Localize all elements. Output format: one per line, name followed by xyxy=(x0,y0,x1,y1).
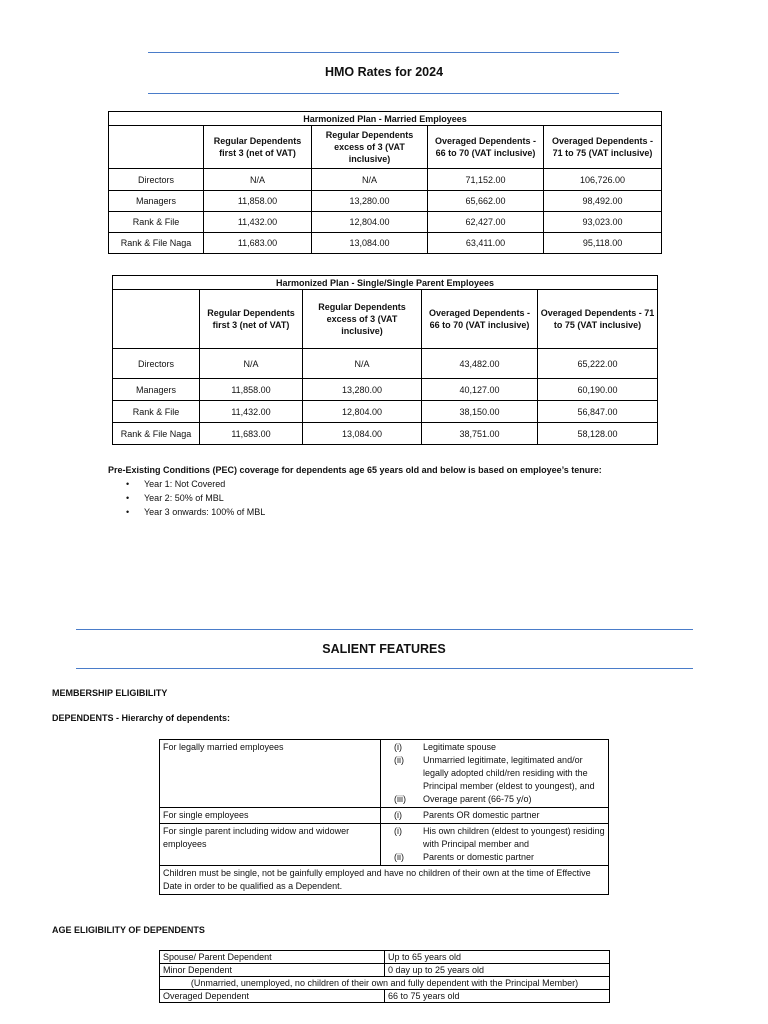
header-col-2: Regular Dependents excess of 3 (VAT inclusive) xyxy=(303,290,422,349)
row-label: Directors xyxy=(113,349,200,379)
row-label: Rank & File xyxy=(109,212,204,233)
item-text: Unmarried legitimate, legitimated and/or legally adopted child/ren residing with the Principal member (eldest to youngest), and xyxy=(423,755,595,791)
item-num: (iii) xyxy=(394,794,406,804)
table-row xyxy=(160,740,609,808)
cell-value: 40,127.00 xyxy=(422,379,538,401)
dependents-label: DEPENDENTS - Hierarchy of dependents: xyxy=(52,713,231,723)
dependents-table xyxy=(159,739,609,895)
single-table-title: Harmonized Plan - Single/Single Parent Employees xyxy=(113,276,658,290)
table-row xyxy=(160,808,609,824)
married-label: For legally married employees xyxy=(160,740,381,808)
age-table xyxy=(159,950,610,1003)
title-rule-top xyxy=(148,52,619,53)
pec-list xyxy=(108,477,602,519)
age-row-label: Overaged Dependent xyxy=(160,990,385,1003)
page-title: HMO Rates for 2024 xyxy=(324,65,444,79)
table-row xyxy=(109,212,662,233)
item-text: Overage parent (66-75 y/o) xyxy=(423,794,532,804)
cell-value: 11,683.00 xyxy=(200,423,303,445)
header-col-3: Overaged Dependents - 66 to 70 (VAT inclusive) xyxy=(422,290,538,349)
row-label: Rank & File Naga xyxy=(113,423,200,445)
header-col-3: Overaged Dependents - 66 to 70 (VAT inclusive) xyxy=(428,126,544,169)
cell-value: 12,804.00 xyxy=(312,212,428,233)
cell-value: 13,084.00 xyxy=(312,233,428,254)
table-row xyxy=(160,977,610,990)
table-row xyxy=(160,866,609,895)
table-row xyxy=(109,191,662,212)
table-row xyxy=(160,824,609,866)
cell-value: 65,222.00 xyxy=(538,349,658,379)
cell-value: 43,482.00 xyxy=(422,349,538,379)
parent-label: For single parent including widow and widower employees xyxy=(160,824,381,866)
list-item: • Year 2: 50% of MBL xyxy=(108,491,602,505)
row-label: Rank & File Naga xyxy=(109,233,204,254)
cell-value: 93,023.00 xyxy=(544,212,662,233)
age-row-value: Up to 65 years old xyxy=(385,951,610,964)
membership-label: MEMBERSHIP ELIGIBILITY xyxy=(52,688,168,698)
married-table-title: Harmonized Plan - Married Employees xyxy=(109,112,662,126)
header-col-1: Regular Dependents first 3 (net of VAT) xyxy=(204,126,312,169)
age-row-label: Minor Dependent xyxy=(160,964,385,977)
age-row-value: 0 day up to 25 years old xyxy=(385,964,610,977)
cell-value: 11,432.00 xyxy=(200,401,303,423)
pec-section xyxy=(108,465,602,519)
row-label: Rank & File xyxy=(113,401,200,423)
table-row xyxy=(160,951,610,964)
age-row-value: 66 to 75 years old xyxy=(385,990,610,1003)
table-row xyxy=(160,990,610,1003)
single-label: For single employees xyxy=(160,808,381,824)
item-text: His own children (eldest to youngest) residing with Principal member and xyxy=(423,826,605,849)
married-rates-table xyxy=(108,111,662,254)
age-note: (Unmarried, unemployed, no children of their own and fully dependent with the Principal Member) xyxy=(160,977,610,990)
row-label: Managers xyxy=(109,191,204,212)
cell-value: 71,152.00 xyxy=(428,169,544,191)
table-row xyxy=(113,349,658,379)
table-row xyxy=(109,233,662,254)
cell-value: 95,118.00 xyxy=(544,233,662,254)
title-rule-bottom xyxy=(148,93,619,94)
salient-rule-top xyxy=(76,629,693,630)
item-text: Legitimate spouse xyxy=(423,742,497,752)
table-row xyxy=(113,379,658,401)
cell-value: 38,150.00 xyxy=(422,401,538,423)
header-blank xyxy=(113,290,200,349)
cell-value: 56,847.00 xyxy=(538,401,658,423)
item-text: Parents or domestic partner xyxy=(423,852,535,862)
list-item: • Year 3 onwards: 100% of MBL xyxy=(108,505,602,519)
cell-value: 58,128.00 xyxy=(538,423,658,445)
cell-value: 60,190.00 xyxy=(538,379,658,401)
cell-value: 11,432.00 xyxy=(204,212,312,233)
table-row xyxy=(160,964,610,977)
cell-value: 63,411.00 xyxy=(428,233,544,254)
item-num: (i) xyxy=(394,826,402,836)
cell-value: 65,662.00 xyxy=(428,191,544,212)
cell-value: 13,280.00 xyxy=(312,191,428,212)
cell-value: 12,804.00 xyxy=(303,401,422,423)
table-row xyxy=(113,423,658,445)
cell-value: N/A xyxy=(204,169,312,191)
cell-value: N/A xyxy=(200,349,303,379)
item-num: (i) xyxy=(394,742,402,752)
dependents-note: Children must be single, not be gainfully employed and have no children of their own at the time of Effective Date in order to be qualified as a Dependent. xyxy=(160,866,609,895)
item-num: (ii) xyxy=(394,852,404,862)
header-col-1: Regular Dependents first 3 (net of VAT) xyxy=(200,290,303,349)
table-row xyxy=(109,169,662,191)
item-text: Parents OR domestic partner xyxy=(423,810,540,820)
salient-rule-bottom xyxy=(76,668,693,669)
salient-title: SALIENT FEATURES xyxy=(322,642,446,656)
age-label: AGE ELIGIBILITY OF DEPENDENTS xyxy=(52,925,205,935)
cell-value: 11,683.00 xyxy=(204,233,312,254)
cell-value: N/A xyxy=(312,169,428,191)
header-col-4: Overaged Dependents - 71 to 75 (VAT inclusive) xyxy=(538,290,658,349)
cell-value: N/A xyxy=(303,349,422,379)
cell-value: 11,858.00 xyxy=(200,379,303,401)
cell-value: 13,084.00 xyxy=(303,423,422,445)
cell-value: 11,858.00 xyxy=(204,191,312,212)
cell-value: 98,492.00 xyxy=(544,191,662,212)
pec-title: Pre-Existing Conditions (PEC) coverage for dependents age 65 years old and below is based on employee’s tenure: xyxy=(108,465,602,475)
header-blank xyxy=(109,126,204,169)
list-item: • Year 1: Not Covered xyxy=(108,477,602,491)
row-label: Directors xyxy=(109,169,204,191)
single-rates-table xyxy=(112,275,658,445)
item-num: (i) xyxy=(394,810,402,820)
cell-value: 62,427.00 xyxy=(428,212,544,233)
row-label: Managers xyxy=(113,379,200,401)
cell-value: 13,280.00 xyxy=(303,379,422,401)
table-row xyxy=(113,401,658,423)
cell-value: 38,751.00 xyxy=(422,423,538,445)
age-row-label: Spouse/ Parent Dependent xyxy=(160,951,385,964)
cell-value: 106,726.00 xyxy=(544,169,662,191)
item-num: (ii) xyxy=(394,755,404,765)
header-col-2: Regular Dependents excess of 3 (VAT inclusive) xyxy=(312,126,428,169)
header-col-4: Overaged Dependents - 71 to 75 (VAT inclusive) xyxy=(544,126,662,169)
